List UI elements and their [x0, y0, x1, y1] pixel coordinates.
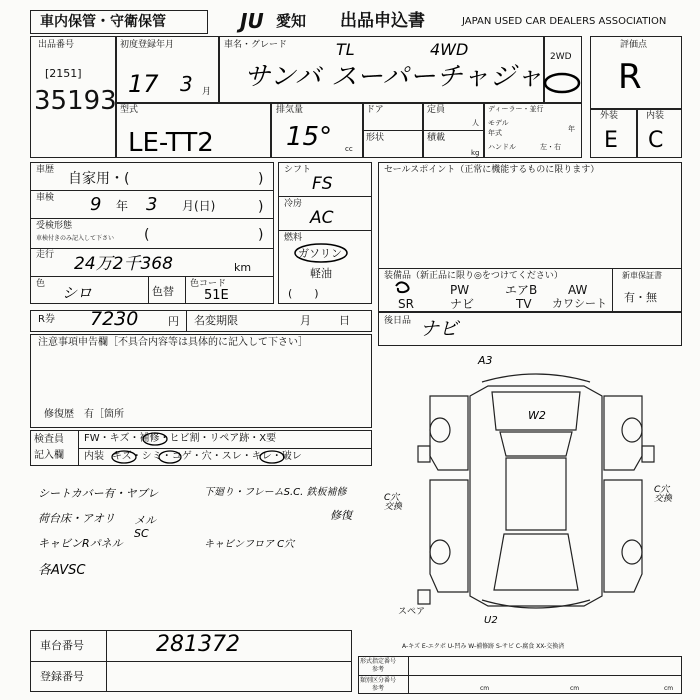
model-year-label: モデル [488, 119, 509, 127]
storage-label: 車内保管・守衛保管 [40, 14, 166, 30]
receipt-sub: 車検付きのみ記入して下さい [36, 235, 115, 242]
color-change-label: 色替 [152, 285, 174, 298]
displacement-unit: cc [345, 145, 353, 153]
color-code-value: 51E [204, 288, 229, 303]
fuel-gasoline: ガソリン [298, 247, 342, 260]
shift-label: シフト [284, 165, 312, 175]
nox-unit: 月日 [300, 314, 378, 327]
fuel-label: 燃料 [284, 233, 303, 243]
car-name-label: 車名・グレード [224, 40, 288, 50]
aircon-label: 冷房 [284, 199, 303, 209]
drive-label: 2WD [550, 52, 572, 62]
recycle-value: 7230 [90, 308, 139, 330]
diagram-mark-w2: W2 [528, 409, 546, 422]
comment-3: キャビンRパネル [38, 537, 123, 550]
comment-2: 荷台床・アオリ [38, 512, 115, 525]
car-name-value: サンバ スーパーチャジャ [244, 62, 544, 92]
spec-ref: 参考 [372, 666, 385, 673]
repair-label: 修復歴 有［箇所 [44, 409, 124, 420]
comment-1: シートカバー有・ヤブレ [38, 487, 159, 500]
equip-seat: カワシート [552, 297, 607, 310]
after-market-label: 後日品 [384, 316, 412, 326]
diagram-mark-u2: U2 [484, 615, 498, 626]
inspection-month: 3 [146, 194, 158, 215]
first-reg-suffix: 月 [202, 87, 212, 97]
form-title: 出品申込書 [340, 11, 425, 31]
lot-number: 35193 [34, 86, 117, 116]
color-code-label: 色コード [190, 279, 227, 289]
inspection-month-unit: 月(日) [182, 199, 216, 213]
footer-cm-3: cm [664, 685, 674, 692]
association-name: JAPAN USED CAR DEALERS ASSOCIATION [462, 16, 667, 27]
logo-text: 愛知 [276, 12, 307, 30]
shape-label: 形状 [366, 133, 385, 143]
displacement-value: 15° [286, 122, 333, 152]
diagram-right-note: C穴 交換 [654, 485, 673, 504]
load-unit: kg [471, 149, 480, 157]
handle-label: ハンドル [488, 143, 516, 151]
nox-label: 名変期限 [194, 314, 238, 327]
chassis-label: 車台番号 [40, 639, 84, 652]
class-ref: 参考 [372, 685, 385, 692]
color-label: 色 [36, 279, 46, 289]
inspection-label: 車検 [36, 193, 55, 203]
fuel-paren: ( ) [288, 287, 319, 300]
displacement-label: 排気量 [276, 105, 304, 115]
receipt-label: 受検形態 [36, 221, 73, 231]
new-car-value: 有・無 [624, 291, 657, 304]
ext-label: 外装 [600, 111, 619, 121]
inspection-close: ) [258, 199, 264, 215]
capacity-label: 定員 [427, 105, 446, 115]
mileage-unit: km [234, 261, 252, 274]
lot-small-number: [2151] [45, 67, 82, 80]
recycle-label: R券 [38, 314, 55, 325]
first-reg-label: 初度登録年月 [120, 40, 175, 50]
notes-label: 注意事項申告欄［不具合内容等は具体的に記入して下さい］ [38, 337, 308, 348]
new-car-label: 新車保証書 [622, 271, 662, 280]
handle-value: 左・右 [540, 143, 561, 151]
inspector-label-1: 検査員 [34, 434, 64, 445]
inspector-row2-label: 内装 [84, 451, 104, 462]
inspector-label-2: 記入欄 [34, 450, 64, 461]
comment-8: キャビンフロア C穴 [204, 539, 295, 550]
equip-airbag: エアB [505, 283, 538, 297]
inspector-row1: FW・キズ・補修・ヒビ割・リペア跡・X要 [84, 433, 277, 444]
comment-6: 修復 [330, 509, 352, 522]
year-word: 年式 [488, 129, 502, 137]
ext-value: E [604, 128, 618, 153]
chassis-value: 281372 [156, 632, 240, 657]
first-reg-year: 17 [128, 70, 159, 98]
comment-7: メル SC [134, 514, 156, 541]
history-close: ) [258, 171, 264, 187]
equip-pw: PW [450, 283, 470, 297]
reg-no-label: 登録番号 [40, 670, 84, 683]
equip-aw: AW [568, 283, 588, 297]
year-unit: 年 [568, 125, 575, 133]
history-value: 自家用・( [68, 171, 130, 187]
shift-value: FS [312, 174, 333, 194]
doors-label: ドア [366, 105, 384, 115]
grade-note: TL [336, 40, 355, 59]
fuel-diesel: 軽油 [310, 267, 332, 280]
dealer-label: ディーラー・並行 [488, 105, 544, 113]
comment-4: 各AVSC [38, 563, 86, 578]
equipment-label: 装備品（新正品に限り◎をつけてください） [384, 271, 563, 281]
diagram-legend: A-キズ E-エクボ U-凹み W-補修跡 S-サビ C-腐食 XX-交換済 [402, 643, 565, 650]
equip-navi: ナビ [450, 297, 475, 311]
model-value: LE-TT2 [128, 128, 214, 158]
spec-label: 形式指定番号 [360, 658, 397, 665]
logo-mark: JU [240, 9, 264, 33]
mileage-value: 24万2千368 [74, 254, 173, 274]
first-reg-month: 3 [180, 72, 193, 96]
footer-cm-2: cm [570, 685, 580, 692]
spare-label: スペア [398, 607, 426, 617]
rating-value: R [618, 57, 642, 97]
after-market-value: ナビ [420, 318, 459, 340]
history-label: 車歴 [36, 165, 55, 175]
load-label: 積載 [427, 133, 446, 143]
comment-5: 下廻り・フレームS.C. 鉄板補修 [204, 487, 347, 498]
sales-point-label: セールスポイント（正常に機能するものに限ります） [384, 165, 600, 175]
footer-cm-1: cm [480, 685, 490, 692]
capacity-unit: 人 [472, 119, 479, 127]
drive-note: 4WD [430, 40, 469, 59]
lot-label: 出品番号 [38, 40, 75, 50]
receipt-close: ) [258, 227, 264, 243]
inspector-row2: キズ・シミ・コゲ・穴・スレ・キレ・破レ [112, 451, 302, 462]
model-label: 型式 [120, 105, 139, 115]
aircon-value: AC [310, 208, 334, 228]
equip-tv: TV [516, 297, 532, 311]
diagram-left-note: C穴 交換 [384, 493, 403, 512]
receipt-value: ( [144, 227, 150, 243]
color-value: シロ [62, 284, 93, 302]
recycle-unit: 円 [168, 315, 179, 328]
inspection-year: 9 [90, 194, 102, 215]
mileage-label: 走行 [36, 250, 55, 260]
inspection-year-unit: 年 [116, 199, 129, 213]
int-label: 内装 [646, 111, 665, 121]
equip-sr: SR [398, 297, 414, 311]
class-label: 類別区分番号 [360, 677, 397, 684]
rating-label: 評価点 [620, 40, 648, 50]
int-value: C [648, 128, 664, 153]
diagram-mark-a3: A3 [478, 354, 493, 367]
